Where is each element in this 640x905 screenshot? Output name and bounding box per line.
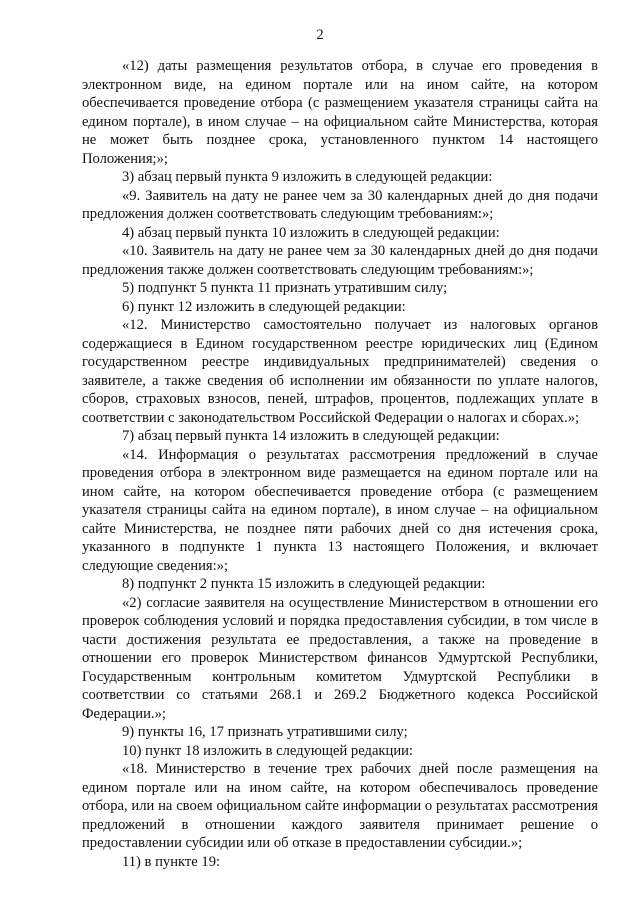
paragraph: «12) даты размещения результатов отбора, в случае его проведения в электронном виде, на едином портале или на ином сайте, на котором обеспечивается проведение отбора (с размещением указателя страницы сайта на едином портале), в ином случае – на официальном сайте Министерства, которая не может быть позднее срока, установленного пунктом 14 настоящего Положения;»; <box>82 58 598 167</box>
paragraph: «14. Информация о результатах рассмотрения предложений в случае проведения отбора в электронном виде размещается на едином портале или на ином сайте, на котором обеспечивается проведение отбора (с размещением указателя страницы сайта на едином портале), в ином случае – на официальном сайте Министерства, не позднее пяти рабочих дней со дня истечения срока, указанного в подпункте 1 пункта 13 настоящего Положения, и включает следующие сведения:»; <box>82 446 598 574</box>
paragraph: «10. Заявитель на дату не ранее чем за 30 календарных дней до дня подачи предложения также должен соответствовать следующим требованиям:»; <box>82 243 598 278</box>
paragraph: «18. Министерство в течение трех рабочих дней после размещения на едином портале или на ином сайте, на котором обеспечивалось проведение отбора, или на своем официальном сайте информации о результатах рассмотрения предложений в отношении каждого заявителя принимает решение о предоставлении субсидии или об отказе в предоставлении субсидии.»; <box>82 761 598 851</box>
paragraph: 9) пункты 16, 17 признать утратившими силу; <box>122 724 408 740</box>
paragraph: 5) подпункт 5 пункта 11 признать утратившим силу; <box>122 280 448 296</box>
paragraph: «9. Заявитель на дату не ранее чем за 30 календарных дней до дня подачи предложения должен соответствовать следующим требованиям:»; <box>82 187 598 222</box>
paragraph: 3) абзац первый пункта 9 изложить в следующей редакции: <box>122 169 493 185</box>
page-number: 2 <box>316 27 324 43</box>
paragraph: «12. Министерство самостоятельно получает из налоговых органов содержащиеся в Едином государственном реестре юридических лиц (Едином государственном реестре индивидуальных предпринимателей) сведения о заявителе, а также сведения об исполнении им обязанности по уплате налогов, сборов, страховых взносов, пеней, штрафов, процентов, подлежащих уплате в соответствии с законодательством Российской Федерации о налогах и сборах.»; <box>82 317 598 426</box>
paragraph: 6) пункт 12 изложить в следующей редакции: <box>122 298 406 315</box>
paragraph: 8) подпункт 2 пункта 15 изложить в следующей редакции: <box>122 576 486 592</box>
paragraph: 10) пункт 18 изложить в следующей редакции: <box>122 742 413 759</box>
document-body <box>82 57 598 871</box>
paragraph: 7) абзац первый пункта 14 изложить в следующей редакции: <box>122 428 500 444</box>
paragraph: 11) в пункте 19: <box>122 853 221 870</box>
paragraph: «2) согласие заявителя на осуществление Министерством в отношении его проверок соблюдения условий и порядка предоставления субсидии, в том числе в части достижения результата ее предоставления, а также на проведение в отношении его проверок Министерством финансов Удмуртской Республики, Государственным контрольным комитетом Удмуртской Республики в соответствии со статьями 268.1 и 269.2 Бюджетного кодекса Российской Федерации.»; <box>82 594 598 722</box>
paragraph: 4) абзац первый пункта 10 изложить в следующей редакции: <box>122 224 500 241</box>
